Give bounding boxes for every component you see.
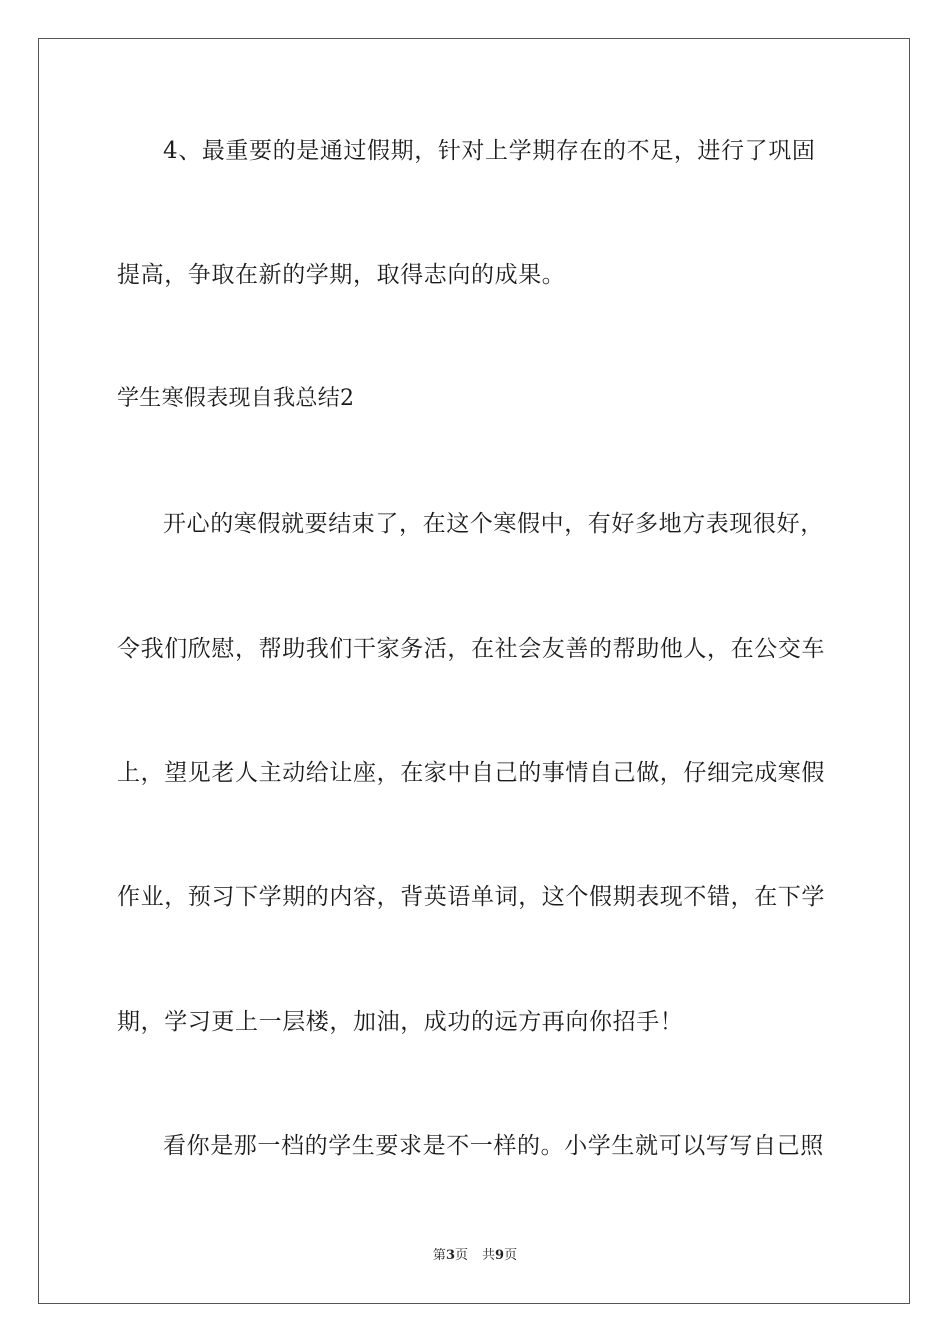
paragraph-line-2: 提高，争取在新的学期，取得志向的成果。 [117,262,566,288]
footer-page-current: 3 [445,1248,455,1263]
section-heading: 学生寒假表现自我总结2 [117,386,355,411]
paragraph-line-4: 令我们欣慰，帮助我们干家务活，在社会友善的帮助他人，在公交车 [117,636,825,662]
footer-total-suffix: 页 [504,1248,518,1263]
footer-page-total: 9 [495,1248,505,1263]
footer-page-suffix: 页 [454,1248,468,1263]
paragraph-line-1: 4、最重要的是通过假期，针对上学期存在的不足，进行了巩固 [163,138,816,164]
paragraph-line-7: 期，学习更上一层楼，加油，成功的远方再向你招手！ [117,1009,684,1035]
paragraph-line-5: 上，望见老人主动给让座，在家中自己的事情自己做，仔细完成寒假 [117,760,825,786]
page-footer [0,1247,950,1265]
paragraph-line-8: 看你是那一档的学生要求是不一样的。小学生就可以写写自己照 [163,1133,824,1159]
paragraph-line-3: 开心的寒假就要结束了，在这个寒假中，有好多地方表现很好， [163,511,824,537]
paragraph-line-6: 作业，预习下学期的内容，背英语单词，这个假期表现不错，在下学 [117,884,825,910]
footer-total-prefix: 共 [482,1248,496,1263]
page-frame [38,38,910,1304]
footer-page-prefix: 第 [432,1248,446,1263]
